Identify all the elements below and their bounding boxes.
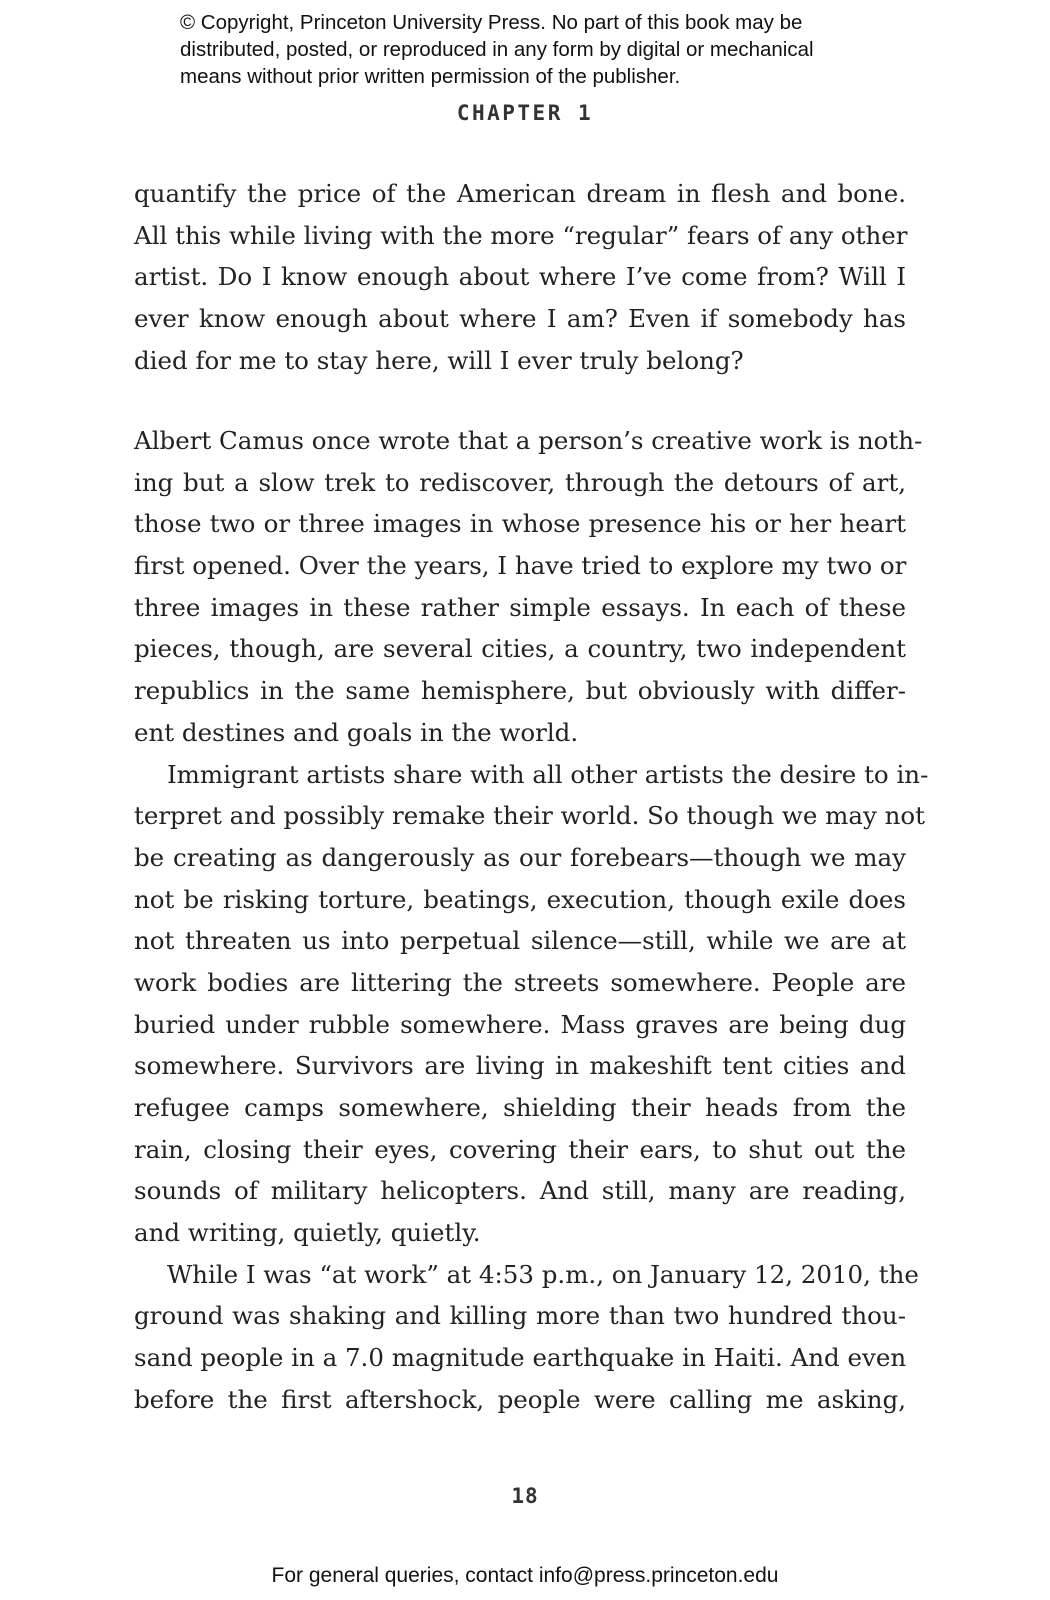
text-line: three images in these rather simple essays. In each of these <box>134 592 906 622</box>
text-line: before the first aftershock, people were calling me asking, <box>134 1384 906 1414</box>
text-line: quantify the price of the American dream in flesh and bone. <box>134 179 906 208</box>
text-line: and writing, quietly, quietly. <box>134 1218 481 1248</box>
body-paragraph-1 <box>134 173 906 381</box>
text-line: Immigrant artists share with all other artists the desire to in- <box>167 759 929 789</box>
copyright-line: means without prior written permission of the publisher. <box>180 65 681 88</box>
text-line: died for me to stay here, will I ever truly belong? <box>134 345 744 375</box>
text-line: ent destines and goals in the world. <box>134 717 579 747</box>
text-line: rain, closing their eyes, covering their ears, to shut out the <box>134 1134 906 1164</box>
body-paragraph-2 <box>134 420 923 754</box>
text-line: those two or three images in whose presence his or her heart <box>134 509 906 539</box>
body-paragraph-3 <box>134 754 929 1254</box>
text-line: While I was “at work” at 4:53 p.m., on January 12, 2010, the <box>167 1259 919 1289</box>
running-head: CHAPTER 1 <box>456 101 594 125</box>
text-line: buried under rubble somewhere. Mass graves are being dug <box>134 1009 906 1039</box>
text-line: first opened. Over the years, I have tried to explore my two or <box>134 551 907 581</box>
copyright-notice <box>180 9 900 90</box>
body-paragraph-4 <box>134 1254 919 1421</box>
page-number: 18 <box>511 1484 539 1508</box>
text-line: not threaten us into perpetual silence—still, while we are at <box>134 926 906 956</box>
text-line: work bodies are littering the streets somewhere. People are <box>134 967 906 997</box>
text-line: refugee camps somewhere, shielding their heads from the <box>134 1093 906 1122</box>
body-section-2 <box>134 420 929 1421</box>
text-line: Albert Camus once wrote that a person’s creative work is noth- <box>134 426 923 455</box>
text-line: ing but a slow trek to rediscover, through the detours of art, <box>134 467 906 497</box>
text-line: be creating as dangerously as our forebears—though we may <box>134 842 906 872</box>
copyright-line: distributed, posted, or reproduced in any form by digital or mechanical <box>180 38 814 61</box>
text-line: sand people in a 7.0 magnitude earthquake in Haiti. And even <box>134 1343 907 1373</box>
text-line: terpret and possibly remake their world. So though we may not <box>134 801 925 831</box>
text-line: not be risking torture, beatings, execution, though exile does <box>134 884 906 914</box>
text-line: ground was shaking and killing more than two hundred thou- <box>134 1301 906 1331</box>
text-line: somewhere. Survivors are living in makeshift tent cities and <box>134 1051 906 1081</box>
text-line: artist. Do I know enough about where I’ve come from? Will I <box>134 262 906 292</box>
copyright-line: © Copyright, Princeton University Press. No part of this book may be <box>180 11 803 34</box>
text-line: ever know enough about where I am? Even if somebody has <box>134 304 906 334</box>
text-line: pieces, though, are several cities, a country, two independent <box>134 634 906 664</box>
text-line: All this while living with the more “regular” fears of any other <box>134 220 908 250</box>
text-line: republics in the same hemisphere, but obviously with differ- <box>134 676 906 706</box>
contact-footer: For general queries, contact info@press.princeton.edu <box>271 1564 779 1587</box>
text-line: sounds of military helicopters. And still, many are reading, <box>134 1176 906 1206</box>
